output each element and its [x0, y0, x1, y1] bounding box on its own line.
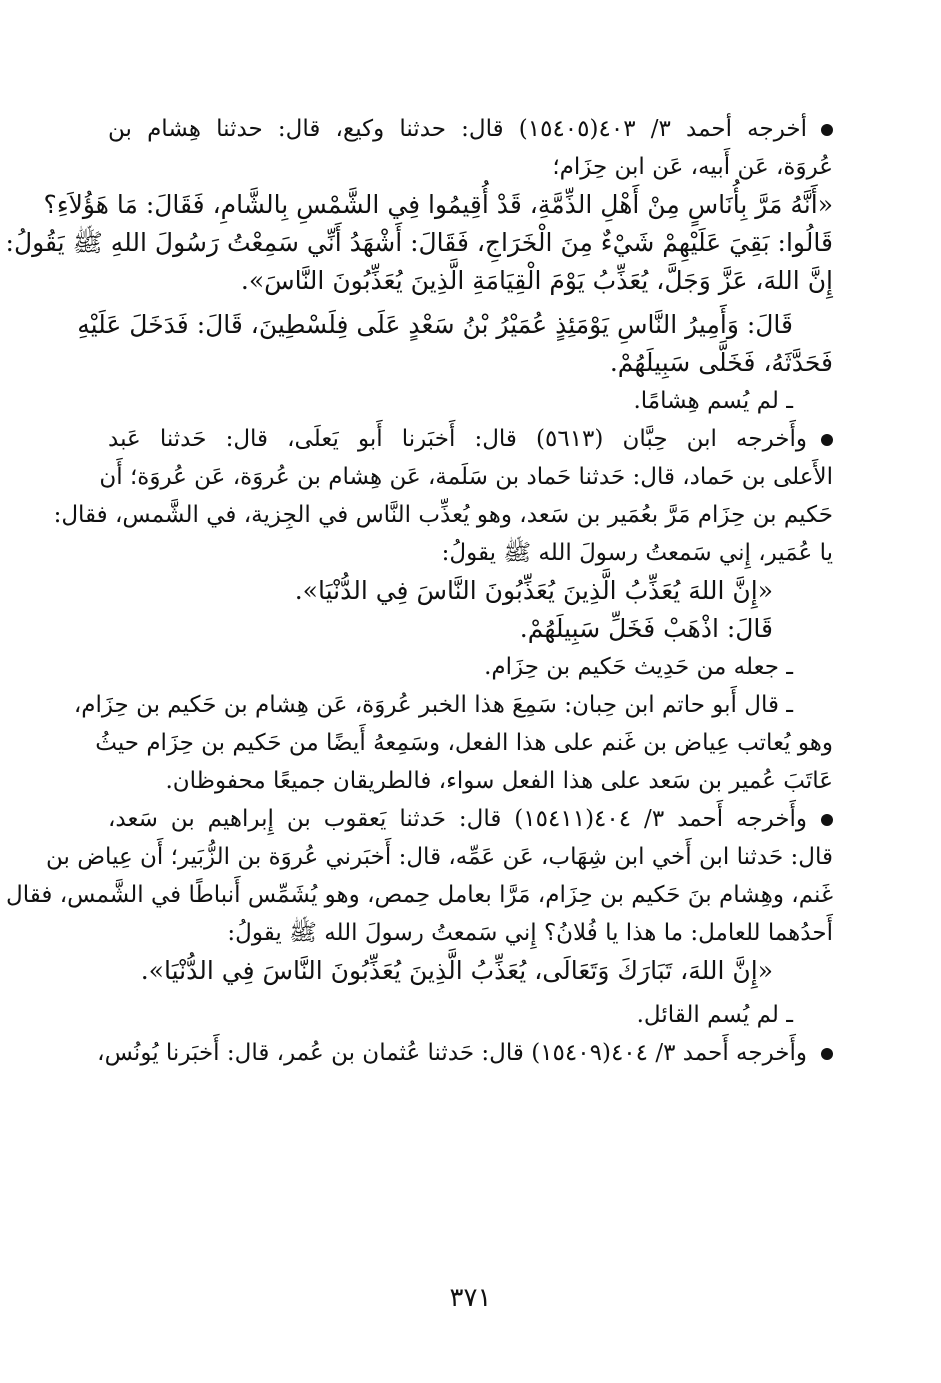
- quote-line: قَالُوا: بَقِيَ عَلَيْهِمْ شَيْءٌ مِنَ الْخَرَاجِ، فَقَالَ: أَشْهَدُ أَنِّي سَمِعْتُ رَسُولَ اللهِ ﷺ يَقُولُ:: [5, 228, 833, 257]
- text-line: وأَخرجه أَحمد ٣/ ٤٠٤(١٥٤٠٩) قال: حَدثنا عُثمان بن عُمر، قال: أَخبَرنا يُونُس،: [108, 1034, 833, 1072]
- bullet-icon: [821, 434, 833, 446]
- bullet-icon: [821, 814, 833, 826]
- text-line: وأَخرجه أَحمد ٣/ ٤٠٤(١٥٤١١) قال: حَدثنا يَعقوب بن إِبراهيم بن سَعد،: [108, 800, 833, 838]
- note-line: ـ لم يُسم هِشامًا.: [633, 388, 793, 414]
- body-text: [5, 110, 833, 1072]
- bullet-icon: [821, 124, 833, 136]
- text-line: حَكيم بن حِزَام مَرَّ بعُمَير بن سَعد، وهو يُعذِّب النَّاس في الجِزية، في الشَّمس، فقال:: [53, 502, 833, 528]
- note-line: ـ جعله من حَدِيث حَكيم بن حِزَام.: [484, 654, 793, 680]
- text-line: عُروَة، عَن أَبيه، عَن ابن حِزَام؛: [552, 154, 833, 180]
- note-line: ـ لم يُسم القائل.: [636, 1002, 793, 1028]
- note-line: ـ قال أَبو حاتم ابن حِبان: سَمِعَ هذا الخبر عُروَة، عَن هِشام بن حَكيم بن حِزَام،: [73, 692, 793, 718]
- quote-line: قَالَ: وَأَمِيرُ النَّاسِ يَوْمَئِذٍ عُمَيْرُ بْنُ سَعْدٍ عَلَى فِلَسْطِينَ، قَالَ: فَدَخَلَ عَلَيْهِ: [77, 310, 793, 339]
- text-line: عَاتَبَ عُمير بن سَعد على هذا الفعل سواء، فالطريقان جميعًا محفوظان.: [165, 768, 833, 794]
- quote-line: «إِنَّ اللهَ، تَبَارَكَ وَتَعَالَى، يُعَذِّبُ الَّذِينَ يُعَذِّبُونَ النَّاسَ فِي الدُّنْيَا».: [140, 956, 773, 985]
- quote-line: «أَنَّهُ مَرَّ بِأُنَاسٍ مِنْ أَهْلِ الذِّمَّةِ، قَدْ أُقِيمُوا فِي الشَّمْسِ بِالشَّامِ، فَقَالَ: مَا هَؤُلاَءِ؟: [43, 190, 833, 219]
- text-line: يا عُمَير، إِني سَمعتُ رسولَ الله ﷺ يقولُ:: [441, 540, 833, 566]
- quote-line: «إِنَّ اللهَ يُعَذِّبُ الَّذِينَ يُعَذِّبُونَ النَّاسَ فِي الدُّنْيَا».: [294, 576, 773, 605]
- text-line: قال: حَدثنا ابن أَخي ابن شِهَاب، عَن عَمِّه، قال: أَخبَرني عُروَة بن الزُّبَير؛ أَن عِياض بن: [46, 844, 833, 870]
- quote-line: قَالَ: اذْهَبْ فَخَلِّ سَبِيلَهُمْ.: [519, 614, 773, 643]
- text-line: وهو يُعاتب عِياض بن غَنم على هذا الفعل، وسَمِعهُ أَيضًا من حَكيم بن حِزَام حيثُ: [95, 730, 833, 756]
- text-line: أَحدُهما للعامل: ما هذا يا فُلانُ؟ إِني سَمعتُ رسولَ الله ﷺ يقولُ:: [227, 920, 833, 946]
- text-line: الأَعلى بن حَماد، قال: حَدثنا حَماد بن سَلَمة، عَن هِشام بن عُروَة، عَن عُروَة؛ أَن: [99, 464, 833, 490]
- text-line: غَنم، وهِشام بنَ حَكيم بن حِزَام، مَرَّا بعامل حِمص، وهو يُشَمِّس أَنباطًا في الشَّمس، فقال: [6, 882, 833, 908]
- quote-line: فَحَدَّثَهُ، فَخَلَّى سَبِيلَهُمْ.: [609, 348, 833, 377]
- page-number: ٣٧١: [449, 1283, 492, 1313]
- text-line: أخرجه أحمد ٣/ ٤٠٣(١٥٤٠٥) قال: حدثنا وكيع، قال: حدثنا هِشام بن: [108, 110, 833, 148]
- quote-line: إِنَّ اللهَ، عَزَّ وَجَلَّ، يُعَذِّبُ يَوْمَ الْقِيَامَةِ الَّذِينَ يُعَذِّبُونَ النَّاسَ».: [240, 266, 833, 295]
- text-line: وأَخرجه ابن حِبَّان (٥٦١٣) قال: أَخبَرنا أَبو يَعلَى، قال: حَدثنا عَبد: [108, 420, 833, 458]
- bullet-icon: [821, 1048, 833, 1060]
